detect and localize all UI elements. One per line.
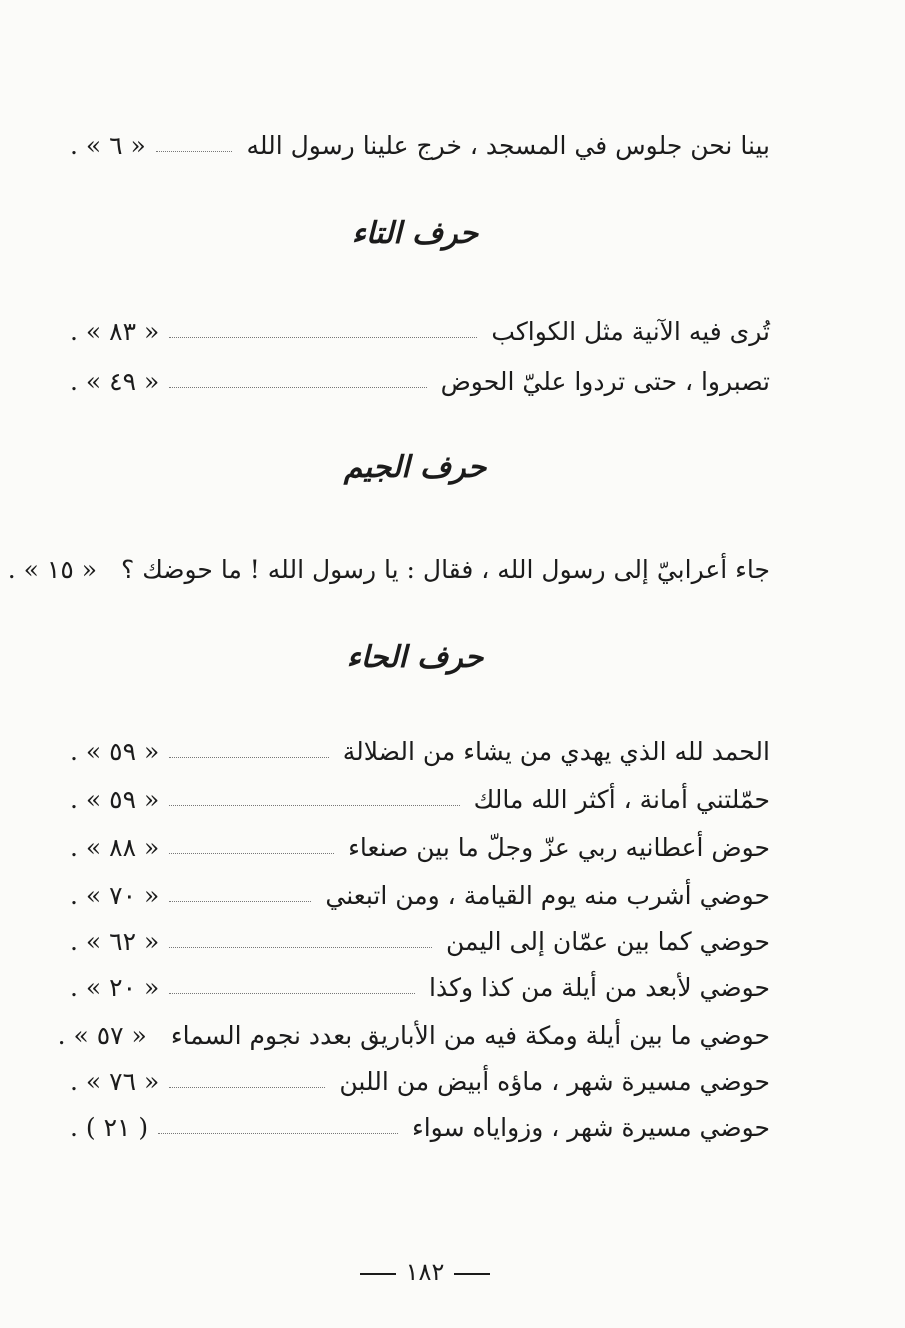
- entry-reference: « ٦٢ » .: [70, 927, 160, 956]
- entry-reference: ( ٢١ ) .: [70, 1113, 149, 1142]
- entry-text: بينا نحن جلوس في المسجد ، خرج علينا رسول الله: [246, 131, 770, 160]
- leader-dots: [169, 901, 311, 902]
- entry-reference: « ٤٩ » .: [70, 367, 160, 396]
- index-entry: [7, 550, 770, 590]
- leader-dots: [169, 853, 334, 854]
- entry-reference: « ٧٠ » .: [70, 881, 160, 910]
- entry-text: الحمد لله الذي يهدي من يشاء من الضلالة: [342, 737, 770, 766]
- index-entry: [70, 968, 770, 1008]
- page-number: [0, 1258, 850, 1286]
- leader-dots: [169, 757, 328, 758]
- entry-reference: « ٨٣ » .: [70, 317, 160, 346]
- entry-text: حوضي مسيرة شهر ، وزواياه سواء: [411, 1113, 770, 1142]
- index-entry: [70, 362, 770, 402]
- entry-text: تُرى فيه الآنية مثل الكواكب: [491, 317, 770, 346]
- index-entry: [57, 1016, 770, 1056]
- index-entry: [70, 780, 770, 820]
- page-number-dash: [454, 1273, 490, 1275]
- index-entry: [70, 732, 770, 772]
- index-entry: [70, 126, 770, 166]
- leader-dots: [169, 337, 477, 338]
- entry-text: حوض أعطانيه ربي عزّ وجلّ ما بين صنعاء: [348, 833, 770, 862]
- leader-dots: [158, 1133, 398, 1134]
- entry-text: حمّلتني أمانة ، أكثر الله مالك: [473, 785, 770, 814]
- entry-text: حوضي مسيرة شهر ، ماؤه أبيض من اللبن: [339, 1067, 770, 1096]
- entry-reference: « ٨٨ » .: [70, 833, 160, 862]
- entry-text: حوضي أشرب منه يوم القيامة ، ومن اتبعني: [325, 881, 770, 910]
- entry-reference: « ٧٦ » .: [70, 1067, 160, 1096]
- section-heading: حرف الجيم: [343, 450, 487, 485]
- entry-text: حوضي لأبعد من أيلة من كذا وكذا: [429, 973, 770, 1002]
- page-number-text: ١٨٢: [405, 1258, 445, 1286]
- leader-dots: [169, 947, 432, 948]
- leader-dots: [169, 1087, 325, 1088]
- entry-text: حوضي ما بين أيلة ومكة فيه من الأباريق بعدد نجوم السماء: [170, 1021, 770, 1050]
- page-number-dash: [360, 1273, 396, 1275]
- leader-dots: [169, 805, 459, 806]
- entry-text: حوضي كما بين عمّان إلى اليمن: [445, 927, 770, 956]
- entry-reference: « ٥٩ » .: [70, 737, 160, 766]
- index-entry: [70, 1108, 770, 1148]
- entry-text: تصبروا ، حتى تردوا عليّ الحوض: [440, 367, 770, 396]
- entry-reference: « ١٥ » .: [7, 555, 97, 584]
- index-entry: [70, 1062, 770, 1102]
- leader-dots: [156, 151, 233, 152]
- leader-dots: [169, 993, 415, 994]
- index-entry: [70, 828, 770, 868]
- section-heading: حرف الحاء: [346, 640, 484, 675]
- entry-reference: « ٥٩ » .: [70, 785, 160, 814]
- leader-dots: [169, 387, 426, 388]
- index-entry: [70, 922, 770, 962]
- entry-reference: « ٥٧ » .: [57, 1021, 147, 1050]
- entry-text: جاء أعرابيّ إلى رسول الله ، فقال : يا رسول الله ! ما حوضك ؟: [121, 555, 770, 584]
- index-entry: [70, 876, 770, 916]
- index-entry: [70, 312, 770, 352]
- section-heading: حرف التاء: [351, 216, 479, 251]
- entry-reference: « ٦ » .: [70, 131, 146, 160]
- entry-reference: « ٢٠ » .: [70, 973, 160, 1002]
